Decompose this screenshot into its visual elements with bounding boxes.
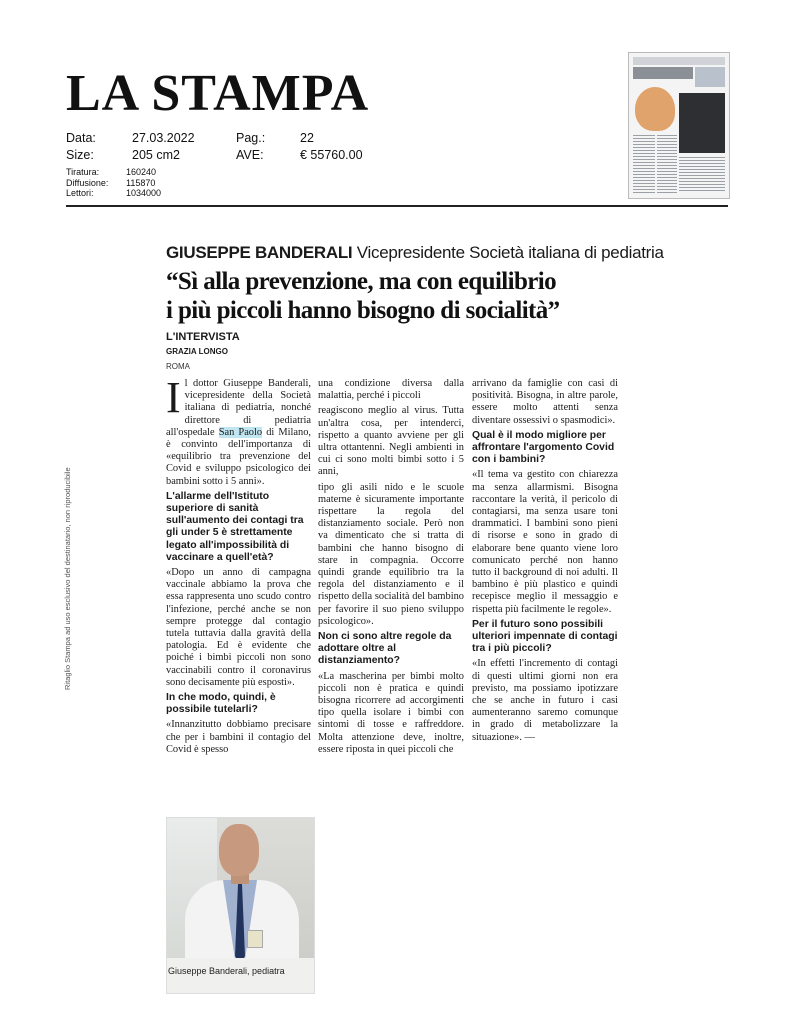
thumb-text-column (679, 157, 725, 193)
answer-5: «In effetti l'incremento di contagi di questi ultimi giorni non era previsto, ma possiamo ipotizzare che se anche in futuro i casi aumenteranno saremo comunque in grado di metabolizzare la situazione». — (472, 658, 618, 743)
photo-caption: Giuseppe Banderali, pediatra (168, 966, 285, 976)
interviewee-name: GIUSEPPE BANDERALI (166, 243, 353, 262)
size-value: 205 cm2 (132, 148, 180, 162)
article-column-1 (166, 373, 311, 756)
headline-line-2: i più piccoli hanno bisogno di socialità” (166, 297, 560, 324)
question-3: Non ci sono altre regole da adottare oltre al distanziamento? (318, 631, 452, 667)
article-column-3 (472, 378, 618, 744)
diffusione-label: Diffusione: (66, 177, 109, 188)
answer-2-cont-a: una condizione diversa dalla malattia, perché i piccoli (318, 378, 464, 402)
thumb-dark-box (679, 93, 725, 153)
thumb-text-column (633, 135, 655, 193)
thumb-header (633, 57, 725, 65)
pag-label: Pag.: (236, 131, 266, 145)
thumb-text-column (657, 135, 677, 193)
lettori-label: Lettori: (66, 188, 94, 198)
photo-badge (247, 930, 263, 948)
headline-line-1: “Sì alla prevenzione, ma con equilibrio (166, 268, 557, 295)
drop-cap: I (166, 373, 181, 422)
intro-paragraph (166, 373, 311, 488)
newspaper-masthead: LA STAMPA (66, 65, 370, 122)
interviewee-byline (166, 243, 664, 263)
highlighted-san-paolo: San Paolo (218, 426, 263, 438)
tiratura-label: Tiratura: (66, 167, 100, 177)
question-2: In che modo, quindi, è possibile tutelarli? (166, 692, 276, 716)
answer-2-cont-c: tipo gli asili nido e le scuole materne è sicuramente importante rispettare la regola del distanziamento sociale. Però non va dimenticato che si tratta di bambini che hanno bisogno di stare in compagnia. Occorre quindi grande equilibrio tra la regola del distanziamento e il rispetto della socialità del bambino per favorire il suo pieno sviluppo psicologico». (318, 481, 464, 627)
tiratura-value: 160240 (126, 167, 157, 177)
answer-3-cont: arrivano da famiglie con casi di positività. Bisogna, in altre parole, essere molto attenti senza diventare ossessivi o spasmodici». (472, 378, 618, 426)
thumb-photo (695, 67, 725, 87)
article-headline (166, 267, 636, 325)
question-1: L'allarme dell'Istituto superiore di sanità sull'aumento dei contagi tra gli under 5 è strettamente legato all'impossibilità di vaccinare a quell'età? (166, 490, 304, 563)
interviewee-role: Vicepresidente Società italiana di pediatria (356, 243, 664, 262)
diffusione-value: 115870 (126, 177, 156, 188)
page-thumbnail (628, 52, 730, 199)
data-value: 27.03.2022 (132, 131, 195, 145)
pag-value: 22 (300, 131, 314, 145)
intro-text-end: di Milano, è convinto dell'importanza di «equilibrio tra prevenzione del Covid e sviluppo psicologico dei bambini sotto i 5 anni». (166, 426, 311, 487)
answer-3: «La mascherina per bimbi molto piccoli non è pratica e quindi bisogna ricorrere ad accorgimenti tipo quella isolare i bimbi con sintomi di tosse e raffreddore. Molta attenzione deve, inoltre, essere riposta in quei piccoli che (318, 670, 464, 755)
header-rule (66, 205, 728, 207)
data-label: Data: (66, 131, 96, 145)
photo-head (219, 824, 259, 876)
article-author: GRAZIA LONGO (166, 347, 228, 356)
question-4: Qual è il modo migliore per affrontare l'argomento Covid con i bambini? (472, 429, 615, 466)
thumb-chart (635, 87, 675, 131)
size-label: Size: (66, 148, 94, 162)
question-5: Per il futuro sono possibili ulteriori impennate di contagi tra i più piccoli? (472, 618, 618, 655)
dateline-city: ROMA (166, 362, 190, 371)
ave-label: AVE: (236, 148, 264, 162)
article-column-2 (318, 378, 464, 756)
lettori-value: 1034000 (126, 188, 162, 198)
intro-text: l dottor Giuseppe Banderali, vicepresidente della Società italiana di pediatria, nonché direttore di pediatria all'ospedale (166, 378, 311, 438)
answer-4: «Il tema va gestito con chiarezza ma senza allarmismi. Bisogna raccontare la verità, il pericolo di contagiarsi, ma senza usare toni drammatici. I bambini sono pieni di risorse e sono in grado di elaborare bene quanto viene loro comunicato perché non hanno tutto il background di noi adulti. Il bambino è più plastico e quindi recepisce meglio il messaggio e rispetta più facilmente le regole». (472, 469, 618, 615)
answer-1: «Dopo un anno di campagna vaccinale abbiamo la prova che essa rappresenta uno scudo contro l'infezione, perché anche se non sempre protegge dal contagio tutela tuttavia dalla gravità della patologia. Ed è evidente che poiché i bimbi piccoli non sono vaccinabili contro il coronavirus sono decisamente più esposti». (166, 567, 311, 688)
thumb-title (633, 67, 693, 79)
answer-2-cont-b: reagiscono meglio al virus. Tutta un'altra cosa, per intenderci, rispetto a quanto avviene per gli ultra ottantenni. Negli ambienti in cui ci sono molti bimbi sotto i 5 anni, (318, 405, 464, 478)
answer-2-start: «Innanzitutto dobbiamo precisare che per i bambini il contagio del Covid è spesso (166, 719, 311, 755)
reproduction-notice: Ritaglio Stampa ad uso esclusivo del destinatario, non riproducibile (63, 467, 72, 690)
section-tag: L'INTERVISTA (166, 331, 240, 343)
ave-value: € 55760.00 (300, 148, 363, 162)
